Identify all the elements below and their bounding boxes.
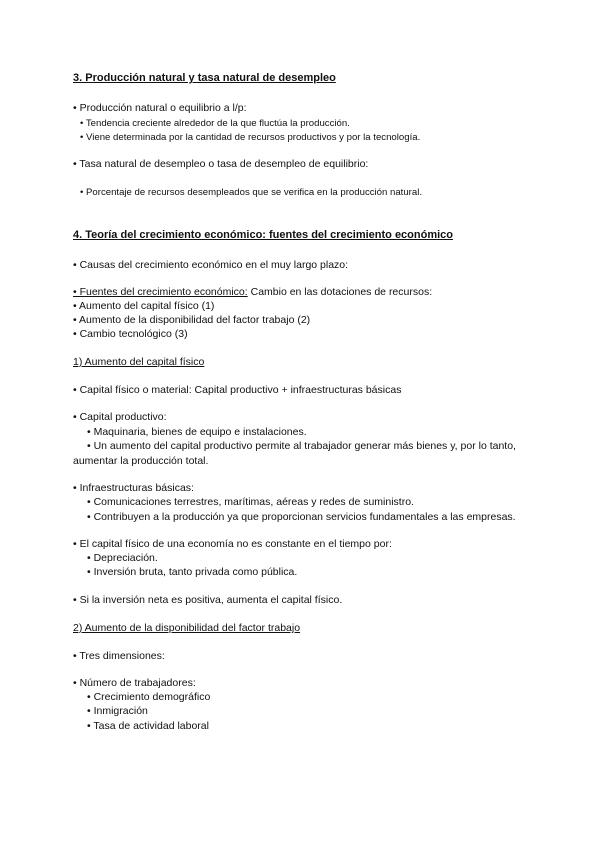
subsection-2-heading: 2) Aumento de la disponibilidad del factor trabajo bbox=[73, 622, 301, 634]
growth-source-item: • Aumento del capital físico (1) bbox=[73, 300, 215, 312]
capital-change-item: • Depreciación. bbox=[87, 552, 158, 564]
growth-causes: • Causas del crecimiento económico en el muy largo plazo: bbox=[73, 259, 349, 271]
infrastructure-item: • Comunicaciones terrestres, marítimas, aéreas y redes de suministro. bbox=[87, 496, 414, 508]
physical-capital-definition: • Capital físico o material: Capital productivo + infraestructuras básicas bbox=[73, 384, 402, 396]
productive-capital-item: • Un aumento del capital productivo permite al trabajador generar más bienes y, por lo tanto, bbox=[87, 440, 516, 452]
capital-change-title: • El capital físico de una economía no es constante en el tiempo por: bbox=[73, 538, 392, 550]
workers-item: • Crecimiento demográfico bbox=[87, 691, 211, 703]
natural-production-item: • Viene determinada por la cantidad de recursos productivos y por la tecnología. bbox=[80, 132, 421, 143]
section-3-heading: 3. Producción natural y tasa natural de desempleo bbox=[73, 72, 336, 84]
subsection-1-heading: 1) Aumento del capital físico bbox=[73, 356, 205, 368]
natural-unemployment-title: • Tasa natural de desempleo o tasa de desempleo de equilibrio: bbox=[73, 158, 369, 170]
productive-capital-item: • Maquinaria, bienes de equipo e instalaciones. bbox=[87, 426, 307, 438]
growth-source-item: • Cambio tecnológico (3) bbox=[73, 328, 188, 340]
capital-change-item: • Inversión bruta, tanto privada como pública. bbox=[87, 566, 298, 578]
natural-unemployment-item: • Porcentaje de recursos desempleados que se verifica en la producción natural. bbox=[80, 187, 423, 198]
growth-sources-label: • Fuentes del crecimiento económico: bbox=[73, 286, 248, 298]
workers-title: • Número de trabajadores: bbox=[73, 677, 196, 689]
dimensions-title: • Tres dimensiones: bbox=[73, 650, 165, 662]
natural-production-title: • Producción natural o equilibrio a l/p: bbox=[73, 102, 247, 114]
growth-source-item: • Aumento de la disponibilidad del factor trabajo (2) bbox=[73, 314, 311, 326]
infrastructure-item: • Contribuyen a la producción ya que proporcionan servicios fundamentales a las empresas. bbox=[87, 511, 516, 523]
natural-production-item: • Tendencia creciente alrededor de la que fluctúa la producción. bbox=[80, 118, 350, 129]
net-investment-note: • Si la inversión neta es positiva, aumenta el capital físico. bbox=[73, 594, 343, 606]
infrastructure-title: • Infraestructuras básicas: bbox=[73, 482, 194, 494]
workers-item: • Inmigración bbox=[87, 705, 148, 717]
growth-sources-rest: Cambio en las dotaciones de recursos: bbox=[247, 286, 433, 298]
productive-capital-continuation: aumentar la producción total. bbox=[73, 455, 209, 467]
workers-item: • Tasa de actividad laboral bbox=[87, 720, 209, 732]
productive-capital-title: • Capital productivo: bbox=[73, 411, 167, 423]
section-4-heading: 4. Teoría del crecimiento económico: fuentes del crecimiento económico bbox=[73, 229, 454, 241]
growth-sources-line bbox=[73, 286, 432, 299]
